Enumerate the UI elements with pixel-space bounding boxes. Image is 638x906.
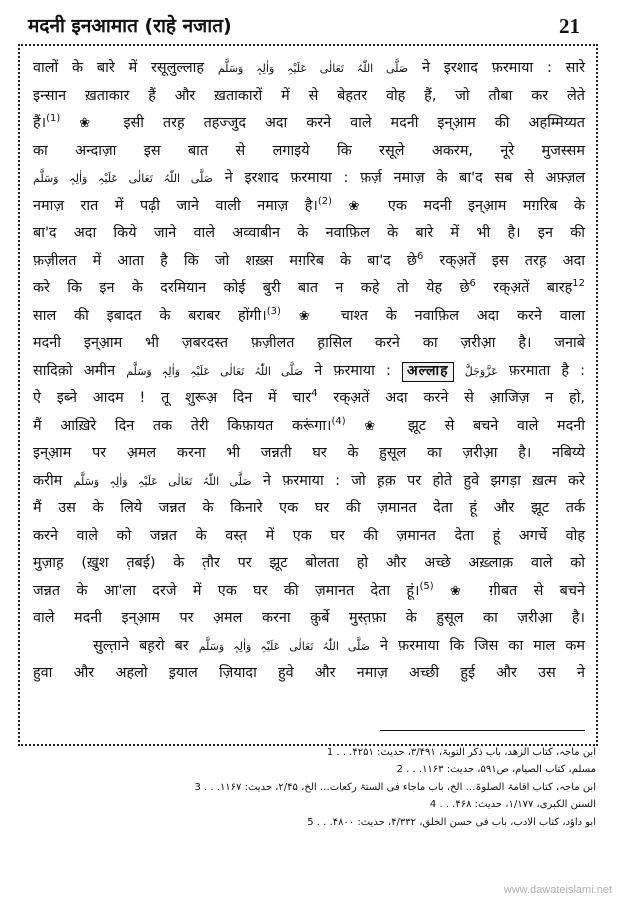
- text-run: साल की इबादत के बराबर होंगी।: [33, 307, 267, 324]
- body-text: [33, 55, 585, 688]
- footnote-number: 1 . . .: [326, 747, 353, 758]
- text-line: [33, 523, 585, 551]
- text-line: [33, 358, 585, 386]
- text-line: [33, 660, 585, 688]
- text-line: [33, 275, 585, 303]
- text-run: ग़ीबत से बचने: [472, 582, 585, 599]
- footnote-item: [194, 779, 596, 796]
- footnote-text: مسلم، کتاب الصیام، ص۵۹۱، حدیث: ۱۱۶۳: [422, 764, 596, 776]
- footnote-marker: (1): [46, 113, 61, 125]
- arabic-honorific: صَلَّی اللّٰہُ تَعَالٰی عَلَیْہِ وَاٰلِہٖ وَسَلَّم: [73, 474, 252, 488]
- text-run: [454, 363, 465, 379]
- text-line: [33, 55, 585, 83]
- footnote-marker: (3): [266, 305, 281, 317]
- text-run: मुज़ाह़ (ख़ुश त़बई) के त़ौर पर झूट बोलता हो और अच्छे अख़्लाक़ वाले को: [33, 555, 585, 571]
- footnote-text: ابن ماجہ، کتاب الزھد، باب ذکر التوبۃ، ۳/۴۹۱، حدیث: ۴۲۵۱: [352, 747, 596, 758]
- footnote-marker: 12: [572, 278, 585, 290]
- text-run: नमाज़ रात में पढ़ी जाने वाली नमाज़ है।: [33, 197, 318, 214]
- footnotes: [194, 744, 596, 831]
- text-line: [33, 220, 585, 248]
- text-line: [33, 138, 585, 166]
- text-run: वालों के बारे में रसूलुल्लाह: [33, 60, 218, 76]
- text-run: इसी तरह़ तहज्जुद अदा करने वाले मदनी इन्आ़म की अहम्मिय्यत: [104, 115, 585, 131]
- footnote-marker: 6: [469, 278, 476, 290]
- text-run: चाश्त के नवाफ़िल अदा करने वाला: [322, 307, 585, 324]
- footnote-marker: 4: [311, 388, 318, 400]
- text-line: [33, 605, 585, 633]
- text-run: हैं।: [33, 115, 47, 131]
- footnote-marker: 6: [417, 250, 424, 262]
- text-run: [434, 583, 450, 599]
- text-run: [60, 115, 79, 131]
- text-run: का अन्दाज़ा इस बात से लगाइये कि रसूले अकरम, नूरे मुजस्सम: [33, 142, 585, 159]
- text-run: रक्अ़तें अदा करने से आ़जिज़ न हो,: [317, 390, 585, 406]
- text-run: ने फ़रमाया : जो ह़क़ पर होते हुवे झगड़ा ख़त्म करे: [251, 472, 585, 489]
- text-run: ने फ़रमाया कि जिस का माल कम: [369, 637, 585, 654]
- text-line: [33, 468, 585, 496]
- text-run: इन्आ़म पर अ़मल करना भी जन्नती घर के ह़ुसूल का ज़रीआ़ है। नबिय्ये: [33, 445, 585, 461]
- text-run: रक्अ़तें इस तरह़ अदा: [423, 252, 585, 269]
- text-line: [33, 248, 585, 276]
- text-run: [332, 198, 349, 214]
- text-run: [346, 418, 365, 434]
- text-run: फ़ज़ीलत में आता है कि जो शख़्स मग़रिब के बा'द छे: [33, 252, 418, 269]
- text-run: ऐ इब्ने आदम ! तू शुरूअ़ दिन में चार: [33, 390, 312, 406]
- footnote-item: [200, 744, 596, 761]
- footnote-number: 5 . . .: [307, 816, 333, 828]
- text-line: [33, 495, 585, 523]
- text-run: ने फ़रमाया :: [303, 362, 402, 379]
- text-run: इन्सान ख़ताकार हैं और ख़ताकारों में से बेहतर वोह हैं, जो तौबा कर लेते: [33, 87, 585, 104]
- text-line: [33, 440, 585, 468]
- text-run: ने इरशाद फ़रमाया : फ़र्ज़ नमाज़ के बा'द सब से अफ़्ज़ल: [212, 170, 585, 186]
- text-run: एक मदनी इन्आ़म मग़रिब के: [371, 197, 585, 214]
- text-line: [33, 110, 585, 138]
- text-run: मैं आख़िरे दिन तक तेरी किफ़ायत करूंगा।: [33, 417, 332, 434]
- text-run: फ़रमाता है :: [497, 362, 585, 379]
- watermark-url[interactable]: www.dawateislami.net: [503, 884, 612, 896]
- flower-icon: ❀: [79, 116, 105, 131]
- footnote-marker: (4): [331, 415, 346, 427]
- flower-icon: ❀: [364, 418, 390, 434]
- text-line: [33, 303, 585, 331]
- footnote-marker: (5): [419, 580, 434, 592]
- footnote-item: [200, 796, 596, 813]
- text-run: करे कि इन के दरमियान कोई बुरी बात न कहे तो येह छे: [33, 280, 470, 296]
- text-line: [33, 578, 585, 606]
- footnote-number: 4 . . .: [429, 799, 456, 811]
- flower-icon: ❀: [450, 583, 473, 599]
- text-run: ने इरशाद फ़रमाया : सारे: [408, 60, 585, 76]
- text-run: वाले मदनी इन्आ़म पर अ़मल करना क़ुर्बे मुस्त़फ़ा के ह़ुसूल का ज़रीआ़ है।: [33, 610, 585, 626]
- footnote-text: ابو داؤد، کتاب الادب، باب فی حسن الخلق، ۴/۳۳۲، حدیث: ۴۸۰۰: [332, 816, 596, 828]
- text-line: [33, 385, 585, 413]
- footnote-text: السنن الکبری، ۱/۱۷۷، حدیث: ۴۶۸: [455, 799, 596, 811]
- footnote-number: 2 . . .: [396, 764, 423, 776]
- text-run: सादिक़ो अमीन: [33, 362, 127, 379]
- text-line: [33, 330, 585, 358]
- arabic-honorific: عَزَّوَجَلَّ: [464, 364, 498, 378]
- arabic-honorific: صَلَّی اللّٰہُ تَعَالٰی عَلَیْہِ وَاٰلِہٖ وَسَلَّم: [198, 639, 370, 653]
- text-run: करने वाले को जन्नत के वस्त़ में एक घर की ज़मानत देता हूं अगर्चे वोह: [33, 527, 585, 544]
- footnote-item: [200, 814, 596, 831]
- text-run: हुवा और अहलो इ़याल ज़ियादा हुवे और नमाज़ अच्छी हुई और उस ने: [33, 665, 585, 681]
- text-line: [33, 165, 585, 193]
- flower-icon: ❀: [348, 198, 372, 214]
- page-header: [0, 0, 638, 44]
- arabic-honorific: صَلَّی اللّٰہُ تَعَالٰی عَلَیْہِ وَاٰلِہٖ وَسَلَّم: [126, 364, 304, 378]
- arabic-honorific: صَلَّی اللّٰہُ تَعَالٰی عَلَیْہِ وَاٰلِہٖ وَسَلَّم: [217, 62, 409, 75]
- text-run: सुल्त़ाने बह़रो बर: [93, 637, 199, 654]
- text-run: मदनी इन्आ़म भी ज़बरदस्त फ़ज़ीलत ह़ासिल करने का ज़रीआ़ है। जनाबे: [33, 335, 585, 351]
- text-run: [281, 308, 299, 324]
- page-number: 21: [559, 14, 580, 38]
- text-run: बा'द अदा किये जाने वाले अव्वाबीन के नवाफ़िल के बारे में भी है। इन की: [33, 225, 585, 241]
- text-run: करीम: [33, 472, 74, 489]
- flower-icon: ❀: [298, 308, 323, 324]
- text-line: [33, 413, 585, 441]
- text-line: [33, 83, 585, 111]
- running-title: मदनी इनआमात (राहे नजात): [28, 15, 232, 37]
- text-line: [33, 550, 585, 578]
- text-run: रक्अ़तें बारह: [475, 280, 573, 296]
- footnote-text: ابن ماجہ، کتاب اقامۃ الصلوۃ… الخ، باب ماجاء فی الستۃ رکعات… الخ، ۲/۴۵، حدیث: ۱۱۶۷: [219, 781, 596, 793]
- text-run: मैं उस के लिये जन्नत के किनारे एक घर की ज़मानत देता हूं और झूट तर्क: [33, 500, 585, 516]
- text-run: झूट से बचने वाले मदनी: [389, 417, 585, 434]
- footnote-marker: (2): [317, 195, 333, 207]
- allah-calligraphy-logo: अल्लाह: [402, 362, 454, 382]
- footnote-separator: [380, 730, 585, 731]
- text-line: [33, 633, 585, 661]
- footnote-number: 3 . . .: [194, 781, 220, 793]
- text-run: जन्नत के आ'ला दरजे में एक घर की ज़मानत देता हूं।: [33, 582, 420, 599]
- footnote-item: [200, 761, 596, 778]
- arabic-honorific: صَلَّی اللّٰہُ تَعَالٰی عَلَیْہِ وَاٰلِہٖ وَسَلَّم: [33, 172, 213, 185]
- text-line: [33, 193, 585, 221]
